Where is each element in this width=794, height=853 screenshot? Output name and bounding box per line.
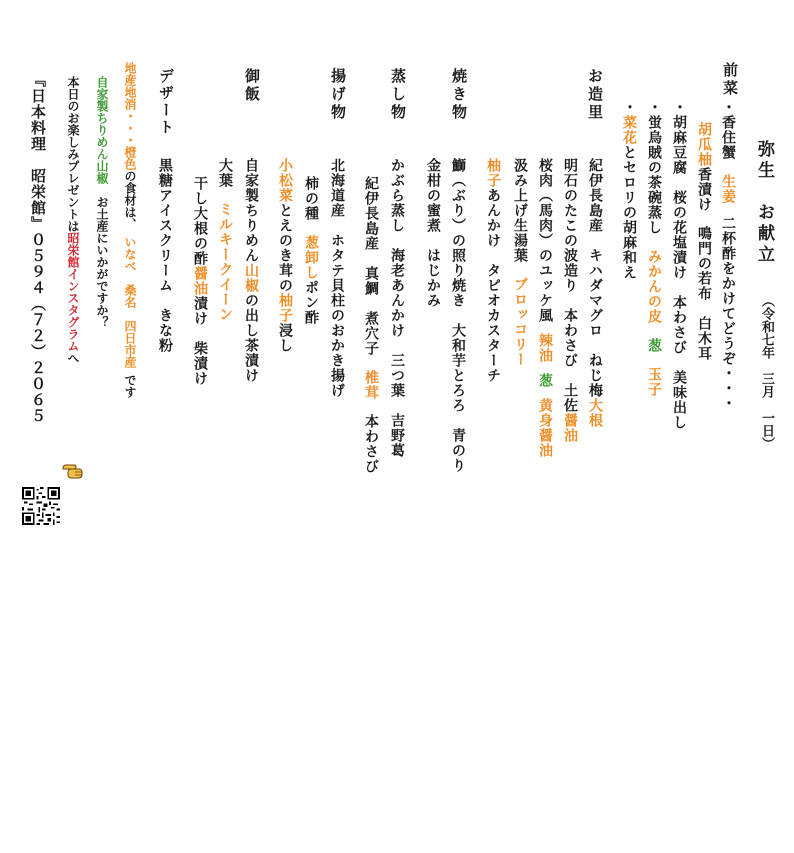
zensai-line-3: ・胡麻豆腐 桜の花塩漬け 本わさび 美味出し (671, 100, 687, 430)
note-line-2: 自家製ちりめん山椒お土産にいかがですか？ (95, 76, 109, 328)
mushimono-line-1: かぶら蒸し 海老あんかけ 三つ葉 吉野葛 (389, 158, 405, 458)
dessert-line-1: 黒糖アイスクリーム きな粉 (157, 158, 173, 353)
gohan-line-3: 干し大根の酢醤油漬け 柴漬け (192, 176, 208, 386)
section-label-otsukuri: お造里 (586, 68, 604, 122)
section-label-gohan: 御飯 (243, 68, 261, 104)
otsukuri-line-5: 柚子あんかけ タピオカスターチ (485, 158, 501, 383)
zensai-line-5: ・菜花とセロリの胡麻和え (621, 100, 637, 280)
gohan-line-1: 自家製ちりめん山椒の出し茶漬け (243, 158, 259, 383)
section-label-dessert: デザート (157, 68, 175, 136)
section-label-agemono: 揚げ物 (329, 68, 347, 122)
yakimono-line-2: 金柑の蜜煮 はじかみ (425, 158, 441, 308)
menu-date: （令和七年 三月 一日） (759, 294, 774, 450)
section-label-zensai: 前菜 (721, 62, 739, 98)
otsukuri-line-3: 桜肉（馬肉）のユッケ風辣油葱黄身醤油 (537, 158, 553, 458)
agemono-line-3: 小松菜とえのき茸の柚子浸し (277, 158, 293, 353)
zensai-line-2: 胡瓜柚香漬け鳴門の若布 白木耳 (696, 122, 712, 361)
note-line-3: 本日のお楽しみプレゼントは昭栄館インスタグラムへ (66, 76, 80, 364)
otsukuri-line-4: 汲み上げ生湯葉ブロッコリー (512, 158, 528, 367)
section-label-yakimono: 焼き物 (450, 68, 468, 122)
agemono-line-1: 北海道産 ホタテ貝柱のおかき揚げ (329, 158, 345, 398)
note-line-1: 地産地消・・・橙色の食材は、いなべ 桑名 四日市産です (123, 62, 137, 398)
zensai-line-1: ・香住蟹生姜二杯酢をかけてどうぞ・・・ (720, 100, 736, 411)
agemono-line-2: 柿の種葱卸しポン酢 (303, 176, 319, 325)
menu-title: 弥生 お献立 (754, 140, 774, 266)
gohan-line-2: 大葉ミルキークイーン (217, 158, 233, 322)
restaurant-contact: 『日本料理 昭栄館』０５９４（７２）２０６５ (29, 72, 47, 424)
yakimono-line-1: 鰤（ぶり）の照り焼き 大和芋とろろ 青のり (450, 158, 466, 473)
pointing-hand-icon (62, 462, 86, 483)
zensai-line-4: ・蛍烏賊の茶碗蒸しみかんの皮葱玉子 (646, 100, 662, 397)
mushimono-line-2: 紀伊長島産 真鯛 煮穴子椎茸本わさび (363, 176, 379, 474)
qr-code-icon[interactable] (22, 487, 60, 525)
otsukuri-line-2: 明石のたこの波造り 本わさび 土佐醤油 (562, 158, 578, 443)
otsukuri-line-1: 紀伊長島産 キハダマグロ ねじ梅大根 (587, 158, 603, 428)
section-label-mushimono: 蒸し物 (389, 68, 407, 122)
